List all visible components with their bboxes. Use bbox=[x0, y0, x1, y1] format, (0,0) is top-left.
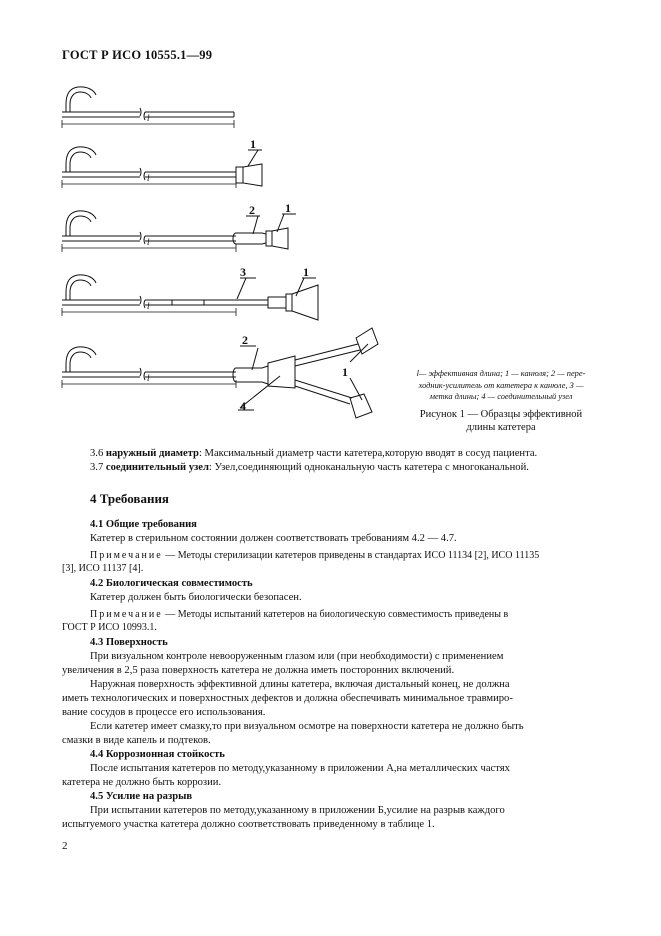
section-4-1-title: 4.1 Общие требования bbox=[90, 519, 197, 530]
dim-label-l-1: l bbox=[147, 113, 150, 123]
section-4-2-title: 4.2 Биологическая совместимость bbox=[90, 578, 253, 589]
s41-note-line-1: Примечание — Методы стерилизации катетеров приведены в стандартах ИСО 11134 [2], ИСО 11135 bbox=[90, 550, 540, 561]
document-header: ГОСТ Р ИСО 10555.1—99 bbox=[62, 48, 213, 62]
definition-3-6: 3.6 наружный диаметр: Максимальный диаметр части катетера,которую вводят в сосуд пациента. bbox=[90, 448, 538, 459]
callout-2-b: 2 bbox=[249, 203, 255, 217]
section-4-3-title: 4.3 Поверхность bbox=[90, 637, 168, 648]
callout-3-c: 3 bbox=[240, 265, 246, 279]
definition-3-7: 3.7 соединительный узел: Узел,соединяющий одноканальную часть катетера с многоканальной. bbox=[90, 462, 529, 473]
section-4-4-title: 4.4 Коррозионная стойкость bbox=[90, 749, 225, 760]
section-4-5-title: 4.5 Усилие на разрыв bbox=[90, 791, 193, 802]
section-4-heading: 4 Требования bbox=[90, 491, 169, 506]
legend-line-2: ходник-усилитель от катетера к канюле, 3 — bbox=[418, 380, 584, 390]
caption-line-2: длины катетера bbox=[466, 422, 536, 433]
s43-line-2: увеличения в 2,5 раза поверхность катетера не должна иметь посторонних включений. bbox=[62, 665, 455, 676]
s43-line-5: вание сосудов в процессе его использования. bbox=[62, 707, 266, 718]
figure-legend bbox=[396, 368, 606, 403]
legend-line-1: l— эффективная длина; 1 — канюля; 2 — пере- bbox=[416, 369, 586, 378]
callout-1-a: 1 bbox=[250, 137, 256, 151]
legend-line-3: метка длины; 4 — соединительный узел bbox=[429, 392, 573, 401]
callout-1-c: 1 bbox=[303, 265, 309, 279]
s45-line-1: При испытании катетеров по методу,указанному в приложении Б,усилие на разрыв каждого bbox=[90, 805, 505, 816]
s42-note-line-1: Примечание — Методы испытаний катетеров на биологическую совместимость приведены в bbox=[90, 609, 509, 620]
dim-label-l-4: l bbox=[147, 301, 150, 311]
figure-caption bbox=[396, 408, 606, 434]
dim-label-l-2: l bbox=[147, 173, 150, 183]
callout-1-d: 1 bbox=[342, 365, 348, 379]
s41-para: Катетер в стерильном состоянии должен соответствовать требованиям 4.2 — 4.7. bbox=[90, 533, 457, 544]
s43-line-1: При визуальном контроле невооруженным глазом или (при необходимости) с применением bbox=[90, 651, 504, 662]
catheter-variant-4 bbox=[62, 275, 318, 320]
s42-note-line-2: ГОСТ Р ИСО 10993.1. bbox=[62, 622, 157, 633]
s43-line-4: иметь технологических и поверхностных дефектов и должна обеспечивать минимальное травмиро- bbox=[62, 693, 513, 704]
s43-line-3: Наружная поверхность эффективной длины катетера, включая дистальный конец, не должна bbox=[90, 679, 510, 690]
catheter-variant-2 bbox=[62, 147, 262, 188]
s43-line-6: Если катетер имеет смазку,то при визуальном осмотре на поверхности катетера не должно быть bbox=[90, 721, 524, 732]
callout-2-d: 2 bbox=[242, 333, 248, 347]
dim-label-l-3: l bbox=[147, 237, 150, 247]
s41-note-line-2: [3], ИСО 11137 [4]. bbox=[62, 563, 144, 574]
s44-line-2: катетера не должно быть коррозии. bbox=[62, 777, 222, 788]
dim-label-l-5: l bbox=[147, 373, 150, 383]
callout-1-b: 1 bbox=[285, 201, 291, 215]
page-number: 2 bbox=[62, 840, 68, 852]
catheter-variant-5 bbox=[62, 328, 378, 418]
callout-4-d: 4 bbox=[240, 399, 246, 413]
catheter-variant-3 bbox=[62, 211, 296, 252]
caption-line-1: Рисунок 1 — Образцы эффективной bbox=[419, 409, 583, 420]
s42-para: Катетер должен быть биологически безопасен. bbox=[90, 592, 302, 603]
s45-line-2: испытуемого участка катетера должно соответствовать приведенному в таблице 1. bbox=[62, 819, 435, 830]
s43-line-7: смазки в виде капель и подтеков. bbox=[62, 735, 211, 746]
s44-line-1: После испытания катетеров по методу,указанному в приложении А,на металлических частях bbox=[90, 763, 510, 774]
